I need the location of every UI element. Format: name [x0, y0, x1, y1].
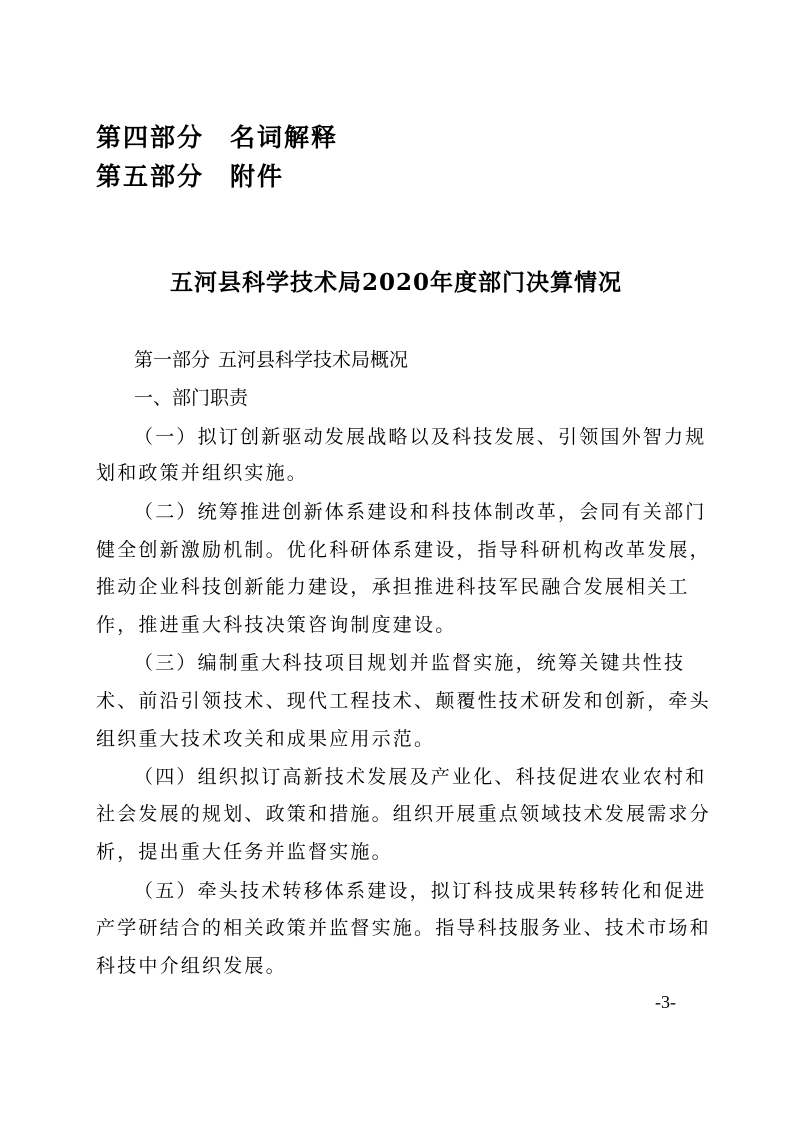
paragraph-line: 社会发展的规划、政策和措施。组织开展重点领域技术发展需求分 [96, 803, 711, 825]
page-number: -3- [655, 992, 676, 1012]
paragraph-line: 析，提出重大任务并监督实施。 [96, 841, 393, 863]
paragraph-line: 推动企业科技创新能力建设，承担推进科技军民融合发展相关工 [96, 576, 690, 598]
paragraph-line: （二）统筹推进创新体系建设和科技体制改革，会同有关部门 [134, 501, 707, 523]
paragraph-line: 健全创新激励机制。优化科研体系建设，指导科研机构改革发展， [96, 539, 711, 561]
toc-part-name: 名词解释 [230, 123, 339, 152]
toc-part-label: 第四部分 [96, 123, 205, 152]
paragraph-line: 划和政策并组织实施。 [96, 462, 309, 484]
paragraph-line: （一）拟订创新驱动发展战略以及科技发展、引领国外智力规 [134, 426, 707, 448]
paragraph-line: （三）编制重大科技项目规划并监督实施，统筹关键共性技 [134, 652, 686, 674]
toc-item-part5 [96, 157, 284, 193]
section-heading [134, 345, 408, 372]
paragraph-line: （五）牵头技术转移体系建设，拟订科技成果转移转化和促进 [134, 880, 707, 902]
document-title: 五河县科学技术局2020年度部门决算情况 [169, 269, 622, 296]
paragraph-line: 科技中介组织发展。 [96, 955, 287, 977]
paragraph-line: 组织重大技术攻关和成果应用示范。 [96, 728, 436, 750]
toc-part-label: 第五部分 [96, 162, 205, 191]
toc-item-part4 [96, 118, 338, 154]
section-name: 五河县科学技术局概况 [218, 349, 409, 371]
paragraph-line: 产学研结合的相关政策并监督实施。指导科技服务业、技术市场和 [96, 917, 711, 939]
subsection-heading: 一、部门职责 [134, 387, 249, 409]
paragraph-line: （四）组织拟订高新技术发展及产业化、科技促进农业农村和 [134, 766, 707, 788]
toc-part-name: 附件 [230, 162, 285, 191]
paragraph-line: 作，推进重大科技决策咨询制度建设。 [96, 614, 457, 636]
section-part-label: 第一部分 [134, 349, 211, 371]
paragraph-line: 术、前沿引领技术、现代工程技术、颠覆性技术研发和创新，牵头 [96, 690, 711, 712]
